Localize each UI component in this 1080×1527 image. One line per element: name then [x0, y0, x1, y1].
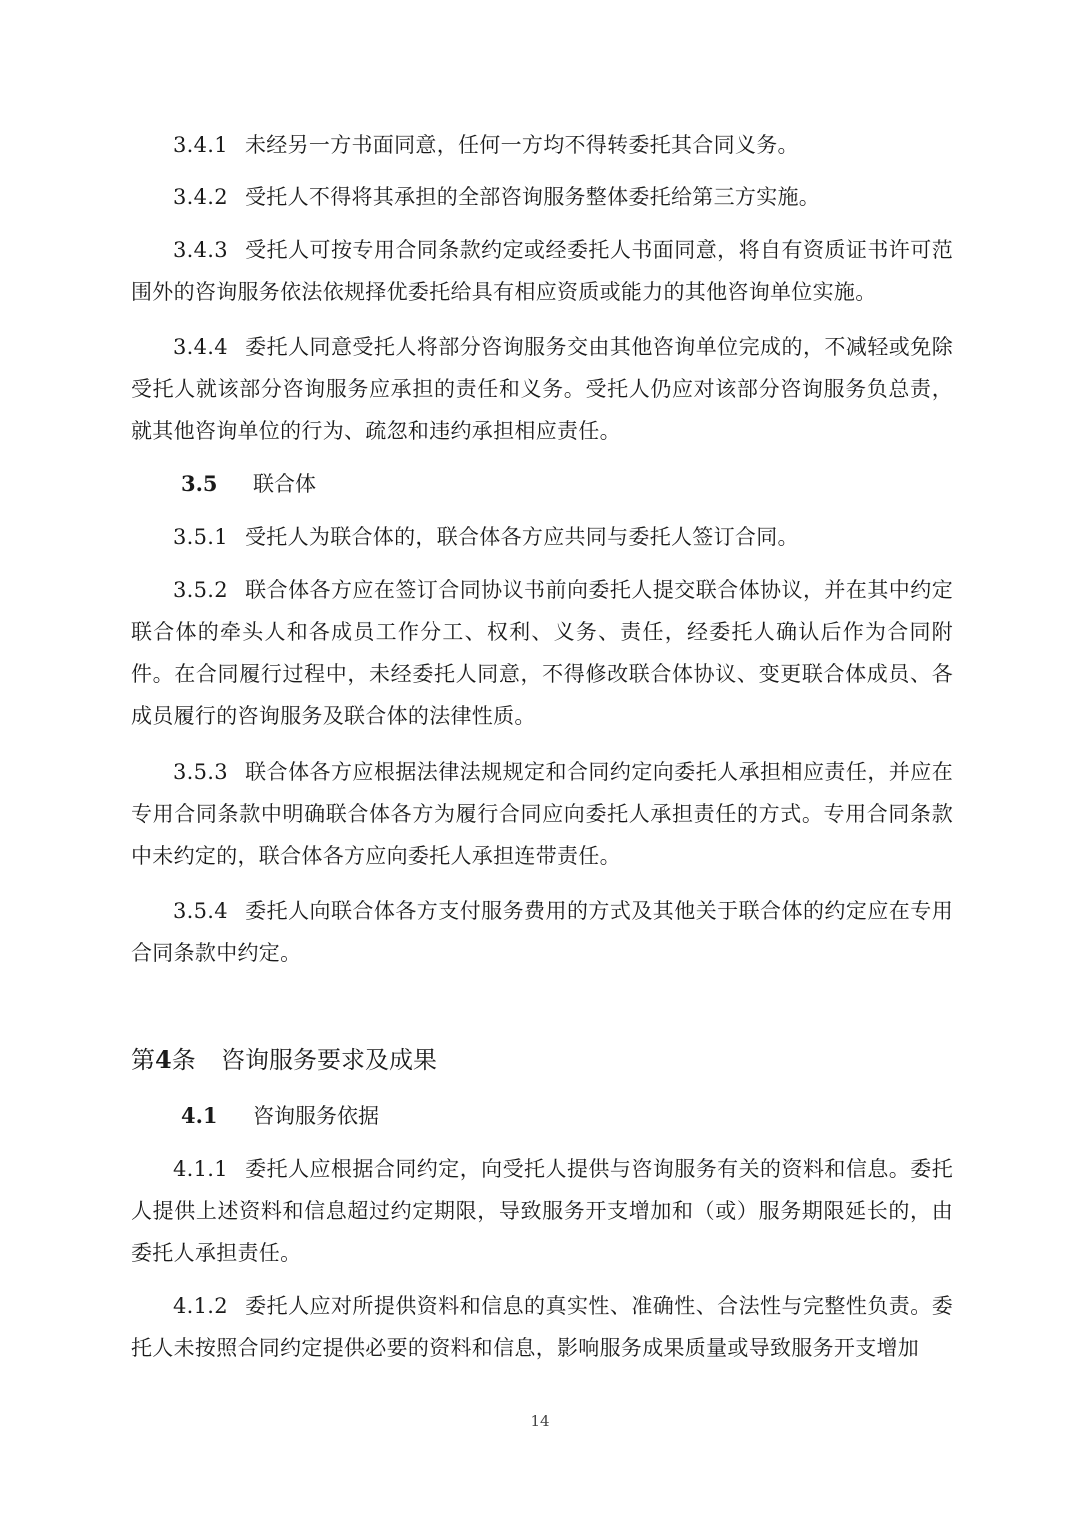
article-title: 咨询服务要求及成果: [221, 1046, 437, 1074]
section-title: 联合体: [253, 472, 316, 496]
section-number: 4.1: [181, 1103, 218, 1128]
clause-number: 3.5.2: [173, 578, 228, 602]
clause-number: 3.5.4: [173, 899, 228, 923]
section-number: 3.5: [181, 471, 218, 496]
clause-number: 3.4.3: [173, 238, 228, 262]
clause-3-5-4: [131, 890, 953, 974]
section-3-5: [131, 463, 316, 505]
article-number: [131, 1037, 221, 1083]
article-suffix: 条: [171, 1046, 196, 1074]
clause-number: 4.1.1: [173, 1157, 228, 1181]
clause-text: 受托人可按专用合同条款约定或经委托人书面同意，将自有资质证书许可范围外的咨询服务依法依规择优委托给具有相应资质或能力的其他咨询单位实施。: [131, 238, 953, 304]
clause-3-5-2: [131, 569, 953, 737]
clause-number: 3.4.4: [173, 335, 228, 359]
clause-3-4-2: [131, 176, 953, 218]
clause-text: 未经另一方书面同意，任何一方均不得转委托其合同义务。: [245, 133, 799, 157]
section-title: 咨询服务依据: [253, 1104, 379, 1128]
clause-number: 3.5.1: [173, 525, 228, 549]
clause-4-1-2: [131, 1285, 953, 1369]
clause-text: 委托人向联合体各方支付服务费用的方式及其他关于联合体的约定应在专用合同条款中约定。: [131, 899, 953, 965]
clause-text: 联合体各方应在签订合同协议书前向委托人提交联合体协议，并在其中约定联合体的牵头人和各成员工作分工、权利、义务、责任，经委托人确认后作为合同附件。在合同履行过程中，未经委托人同意，不得修改联合体协议、变更联合体成员、各成员履行的咨询服务及联合体的法律性质。: [131, 578, 953, 728]
clause-text: 委托人同意受托人将部分咨询服务交由其他咨询单位完成的，不减轻或免除受托人就该部分咨询服务应承担的责任和义务。受托人仍应对该部分咨询服务负总责，就其他咨询单位的行为、疏忽和违约承担相应责任。: [131, 335, 953, 443]
clause-text: 联合体各方应根据法律法规规定和合同约定向委托人承担相应责任，并应在专用合同条款中明确联合体各方为履行合同应向委托人承担责任的方式。专用合同条款中未约定的，联合体各方应向委托人承担连带责任。: [131, 760, 953, 868]
clause-text: 受托人不得将其承担的全部咨询服务整体委托给第三方实施。: [245, 185, 821, 209]
clause-3-5-3: [131, 751, 953, 877]
article-num: 4: [155, 1045, 172, 1074]
clause-3-5-1: [131, 516, 953, 558]
page-number: 14: [530, 1412, 550, 1430]
clause-text: 受托人为联合体的，联合体各方应共同与委托人签订合同。: [245, 525, 799, 549]
article-prefix: 第: [131, 1046, 155, 1074]
section-4-1: [131, 1095, 379, 1137]
clause-text: 委托人应对所提供资料和信息的真实性、准确性、合法性与完整性负责。委托人未按照合同约定提供必要的资料和信息，影响服务成果质量或导致服务开支增加: [131, 1294, 953, 1360]
clause-number: 3.4.1: [173, 133, 228, 157]
clause-number: 3.4.2: [173, 185, 228, 209]
clause-text: 委托人应根据合同约定，向受托人提供与咨询服务有关的资料和信息。委托人提供上述资料和信息超过约定期限，导致服务开支增加和（或）服务期限延长的，由委托人承担责任。: [131, 1157, 953, 1265]
article-4-heading: [131, 1037, 437, 1083]
clause-number: 4.1.2: [173, 1294, 228, 1318]
clause-3-4-3: [131, 229, 953, 313]
clause-number: 3.5.3: [173, 760, 228, 784]
clause-4-1-1: [131, 1148, 953, 1274]
clause-3-4-4: [131, 326, 953, 452]
clause-3-4-1: [131, 124, 953, 166]
